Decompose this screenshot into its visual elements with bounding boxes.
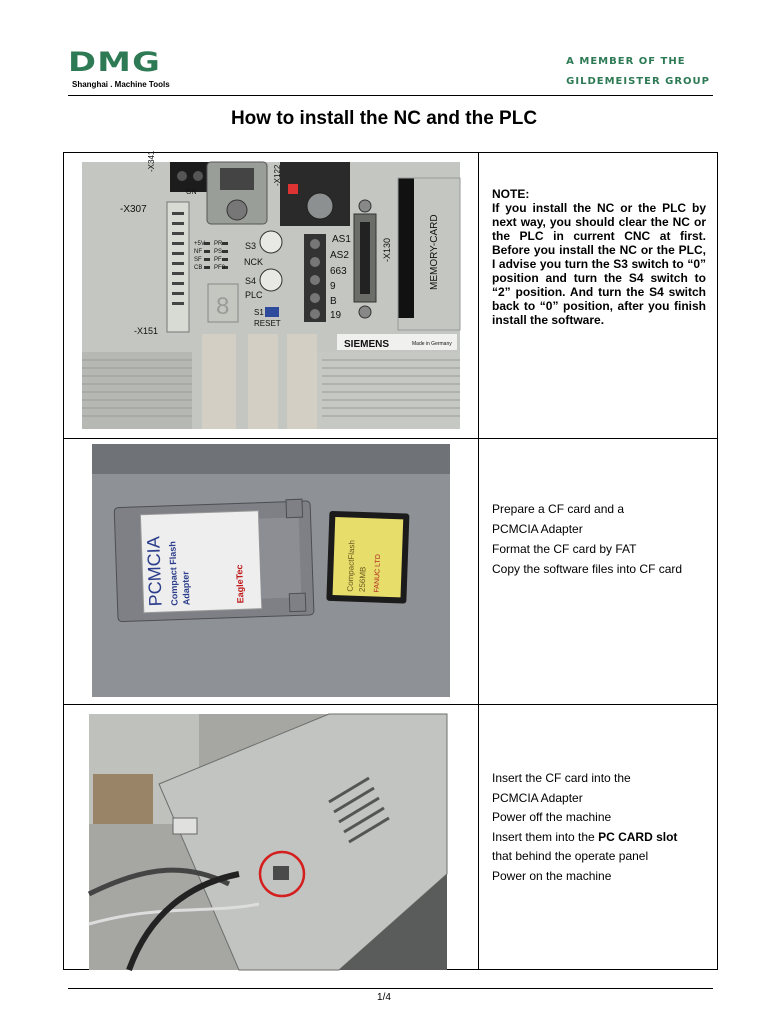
dmg-logo [68, 47, 170, 89]
label-9: 9 [330, 281, 336, 292]
step-line-3: Format the CF card by FAT [492, 542, 637, 556]
svg-text:+5V: +5V [194, 241, 205, 247]
step-line-1: Prepare a CF card and a [492, 502, 625, 516]
label-fanuc: FANUC LTD [373, 554, 383, 593]
nc-module-illustration [82, 150, 460, 429]
header-rule [68, 95, 713, 96]
install-line-3: Power off the machine [492, 810, 612, 824]
logo-mark: DMG [68, 47, 162, 78]
install-photo [89, 714, 447, 970]
instruction-table [63, 152, 718, 970]
note-body: If you install the NC or the PLC by next way, you should clear the NC or the PLC in current CNC at first. Before you install the NC or the PLC, I advise you turn the S3 switch to “0” position and turn the S4 switch to “2” position. And turn the S4 switch back to “0” position, after you finish install the software. [492, 201, 706, 327]
cf-card-photo [92, 444, 450, 697]
svg-text:PS: PS [214, 249, 223, 255]
label-x307: -X307 [120, 204, 147, 215]
label-memory-card: MEMORY-CARD [429, 214, 440, 290]
label-compact-flash: Compact Flash [167, 541, 180, 606]
prep-steps [492, 499, 706, 579]
label-s3: S3 [245, 241, 257, 251]
note-heading: NOTE: [492, 187, 530, 201]
svg-text:SF: SF [194, 257, 202, 263]
svg-text:PR: PR [214, 241, 223, 247]
step-line-2: PCMCIA Adapter [492, 522, 583, 536]
label-x151: -X151 [134, 326, 159, 336]
footer-rule [68, 988, 713, 989]
table-row-2 [64, 439, 717, 705]
label-gn: GN [186, 189, 197, 196]
install-illustration [89, 714, 447, 970]
label-x122: -X122 [273, 164, 282, 186]
note-text [492, 187, 706, 327]
label-19: 19 [330, 310, 342, 321]
install-line-4 [492, 828, 706, 848]
label-s4: S4 [245, 276, 257, 286]
table-row-1 [64, 150, 717, 439]
label-x341: -X341 [147, 150, 156, 172]
install-line-5: that behind the operate panel [492, 849, 649, 863]
seven-segment: 8 [216, 293, 230, 320]
label-pcmcia: PCMCIA [143, 536, 166, 607]
label-plc: PLC [245, 290, 263, 300]
label-663: 663 [330, 266, 347, 277]
label-brand: EagleTec [234, 564, 246, 604]
label-x130: -X130 [382, 237, 392, 262]
svg-text:CB: CB [194, 265, 203, 271]
step-line-4: Copy the software files into CF card [492, 562, 683, 576]
page-title: How to install the NC and the PLC [230, 108, 538, 129]
page-number: 1/4 [377, 992, 391, 1003]
install-steps [492, 769, 706, 886]
label-s1: S1 [254, 308, 264, 317]
svg-text:NF: NF [194, 249, 202, 255]
label-reset: RESET [254, 319, 281, 328]
group-membership [566, 52, 710, 92]
install-line-1: Insert the CF card into the [492, 771, 631, 785]
logo-subtitle: Shanghai . Machine Tools [72, 80, 170, 89]
member-line-2: GILDEMEISTER GROUP [566, 76, 710, 87]
svg-text:PF: PF [214, 257, 222, 263]
svg-text:PF0: PF0 [214, 265, 226, 271]
nc-module-photo [82, 150, 460, 429]
label-256mb: 256MB [357, 566, 368, 593]
install-line-2: PCMCIA Adapter [492, 790, 583, 805]
install-line-6: Power on the machine [492, 868, 612, 883]
cf-card-illustration [92, 444, 450, 697]
label-adapter: Adapter [180, 571, 192, 606]
table-row-3 [64, 705, 717, 971]
label-b: B [330, 296, 337, 307]
pc-card-slot-label: PC CARD slot [598, 829, 678, 844]
label-made-in-germany: Made in Germany [412, 341, 452, 347]
install-line-4-text: Insert them into the [492, 829, 599, 844]
label-compactflash: CompactFlash [345, 539, 357, 592]
label-nck: NCK [244, 257, 264, 267]
member-line-1: A MEMBER OF THE [566, 56, 686, 67]
label-as2: AS2 [330, 250, 349, 261]
label-as1: AS1 [332, 234, 351, 245]
label-siemens: SIEMENS [344, 339, 390, 350]
